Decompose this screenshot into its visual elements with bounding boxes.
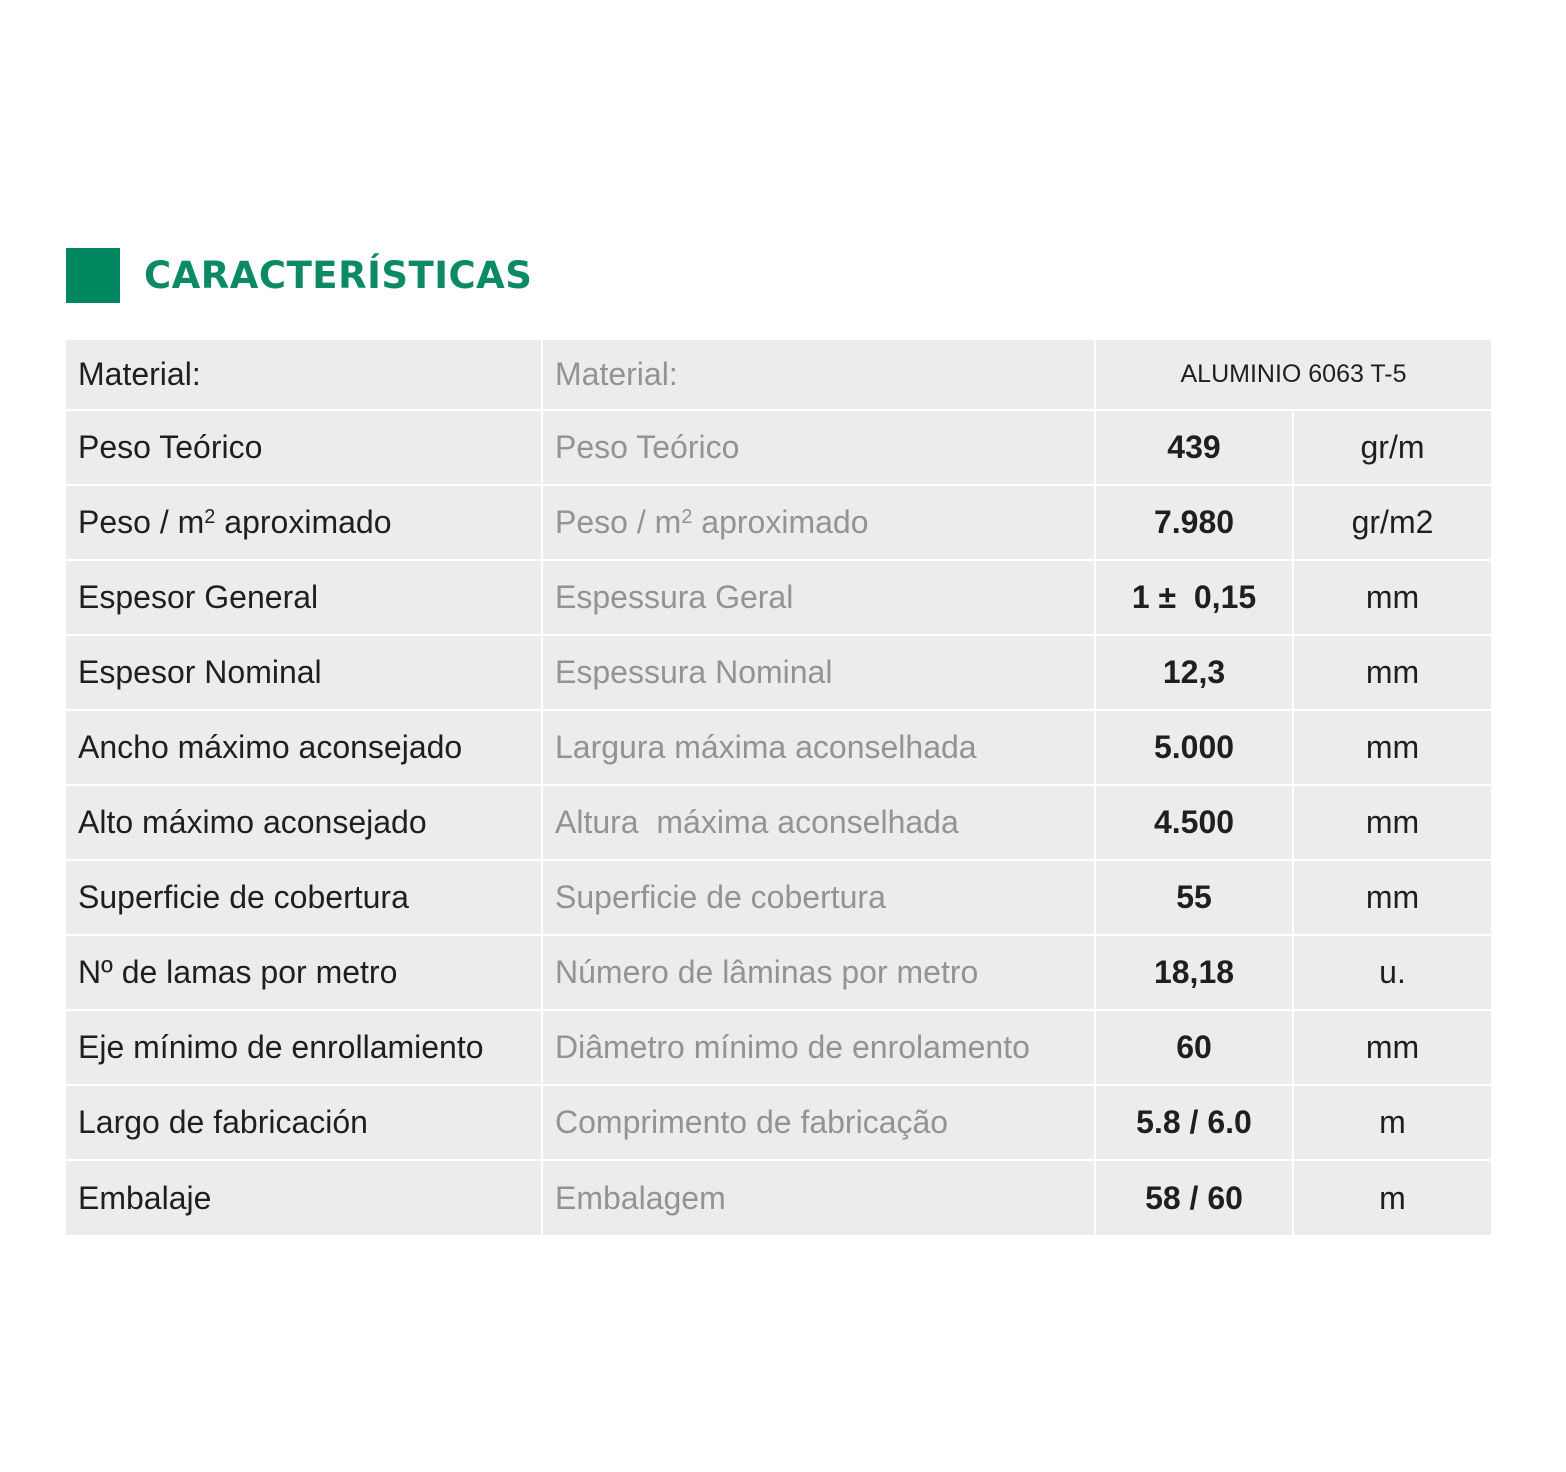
spec-unit: gr/m (1293, 410, 1491, 485)
spec-value: 7.980 (1095, 485, 1293, 560)
table-row (66, 1010, 1491, 1085)
label-pt: Espessura Geral (542, 560, 1095, 635)
label-es-part: aproximado (215, 504, 392, 540)
spec-value: 58 / 60 (1095, 1160, 1293, 1235)
table-row (66, 1085, 1491, 1160)
spec-unit: m (1293, 1160, 1491, 1235)
label-es: Espesor General (66, 560, 542, 635)
superscript-two: 2 (204, 506, 216, 528)
table-row (66, 935, 1491, 1010)
table-row (66, 710, 1491, 785)
label-es: Ancho máximo aconsejado (66, 710, 542, 785)
spec-value: 18,18 (1095, 935, 1293, 1010)
section-title: CARACTERÍSTICAS (144, 254, 533, 297)
spec-unit: mm (1293, 1010, 1491, 1085)
spec-value: 5.000 (1095, 710, 1293, 785)
superscript-two: 2 (681, 506, 693, 528)
label-pt: Material: (542, 340, 1095, 410)
label-es: Peso Teórico (66, 410, 542, 485)
label-pt: Altura máxima aconselhada (542, 785, 1095, 860)
table-row (66, 635, 1491, 710)
label-es: Material: (66, 340, 542, 410)
spec-unit: u. (1293, 935, 1491, 1010)
spec-unit: mm (1293, 710, 1491, 785)
label-es-part: Peso / m (78, 504, 205, 540)
section-heading (66, 248, 532, 303)
spec-value: 55 (1095, 860, 1293, 935)
spec-value: 1 ± 0,15 (1095, 560, 1293, 635)
material-value: ALUMINIO 6063 T-5 (1095, 340, 1491, 410)
spec-unit: m (1293, 1085, 1491, 1160)
table-row (66, 485, 1491, 560)
spec-unit: mm (1293, 785, 1491, 860)
spec-value: 439 (1095, 410, 1293, 485)
spec-unit: mm (1293, 560, 1491, 635)
label-pt: Superficie de cobertura (542, 860, 1095, 935)
label-es: Alto máximo aconsejado (66, 785, 542, 860)
label-pt: Comprimento de fabricação (542, 1085, 1095, 1160)
spec-unit: gr/m2 (1293, 485, 1491, 560)
spec-value: 4.500 (1095, 785, 1293, 860)
label-pt: Número de lâminas por metro (542, 935, 1095, 1010)
specifications-table (66, 340, 1491, 1235)
label-es: Embalaje (66, 1160, 542, 1235)
label-pt: Largura máxima aconselhada (542, 710, 1095, 785)
table-row (66, 860, 1491, 935)
table-row (66, 785, 1491, 860)
label-pt-part: Peso / m (555, 504, 682, 540)
label-pt (542, 485, 1095, 560)
label-pt: Embalagem (542, 1160, 1095, 1235)
label-pt: Espessura Nominal (542, 635, 1095, 710)
table-row-material (66, 340, 1491, 410)
heading-accent-square (66, 248, 120, 303)
label-es: Eje mínimo de enrollamiento (66, 1010, 542, 1085)
spec-unit: mm (1293, 635, 1491, 710)
table-row (66, 560, 1491, 635)
table-row (66, 410, 1491, 485)
label-es: Nº de lamas por metro (66, 935, 542, 1010)
label-es: Largo de fabricación (66, 1085, 542, 1160)
label-es: Espesor Nominal (66, 635, 542, 710)
spec-unit: mm (1293, 860, 1491, 935)
label-pt-part: aproximado (692, 504, 869, 540)
spec-value: 12,3 (1095, 635, 1293, 710)
table-row (66, 1160, 1491, 1235)
spec-value: 5.8 / 6.0 (1095, 1085, 1293, 1160)
label-es (66, 485, 542, 560)
label-es: Superficie de cobertura (66, 860, 542, 935)
label-pt: Diâmetro mínimo de enrolamento (542, 1010, 1095, 1085)
label-pt: Peso Teórico (542, 410, 1095, 485)
spec-value: 60 (1095, 1010, 1293, 1085)
